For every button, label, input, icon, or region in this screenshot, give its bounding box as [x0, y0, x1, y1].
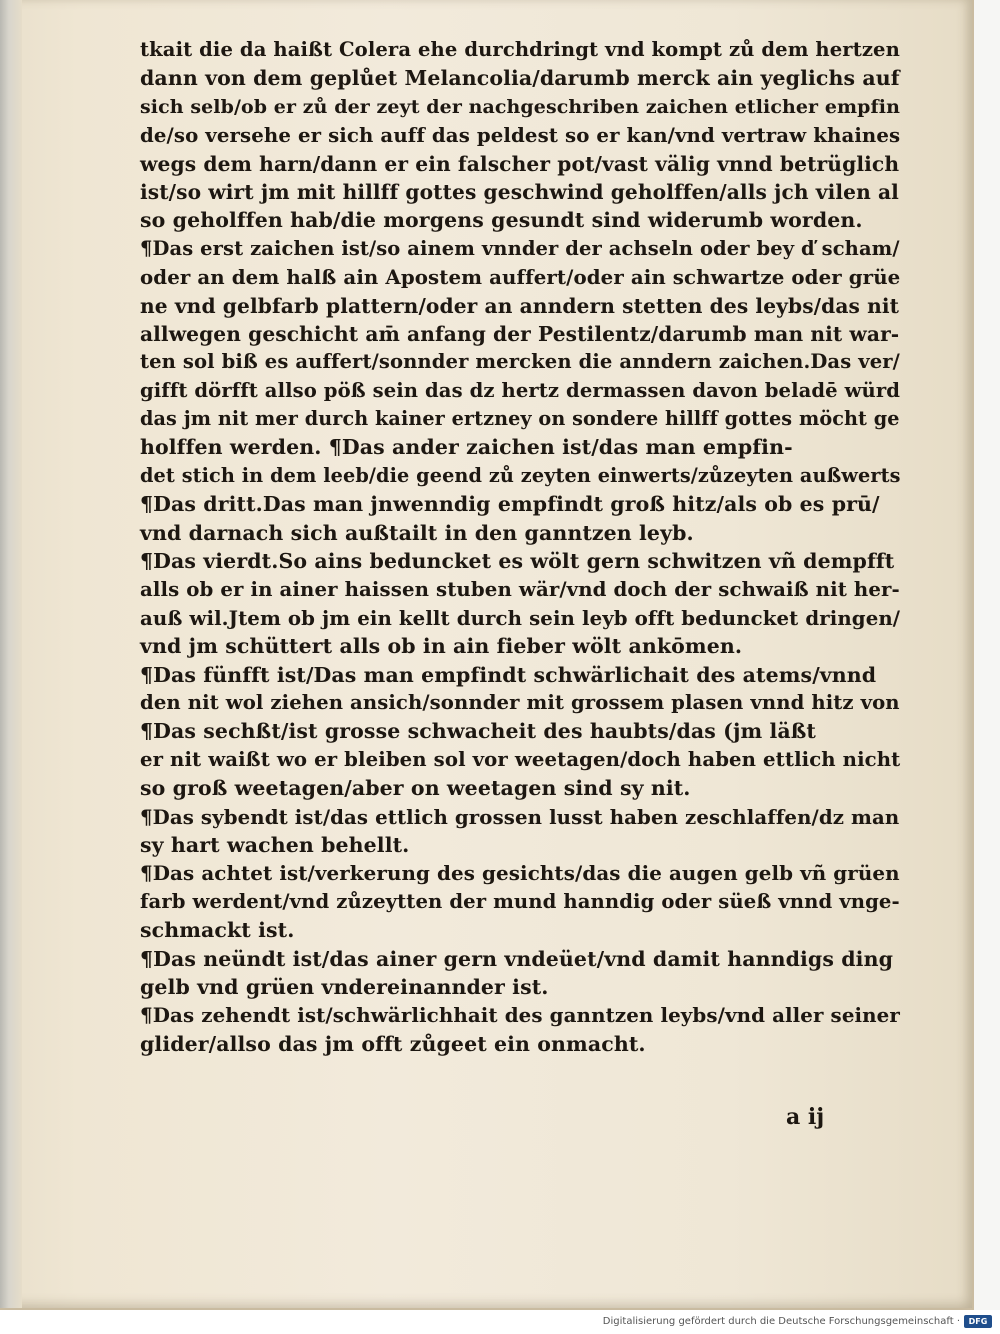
- text-line: det stich in dem leeb/die geend zů zeyten einwerts/zůzeyten außwerts: [140, 463, 901, 487]
- text-line: glider/allso das jm offt zůgeet ein onmacht.: [140, 1031, 646, 1056]
- text-line: auß wil.Jtem ob jm ein kellt durch sein leyb offt beduncket dringen/: [140, 605, 901, 630]
- text-line: oder an dem halß ain Apostem auffert/oder ain schwartze oder grüe: [140, 265, 901, 290]
- text-line: ist/so wirt jm mit hillff gottes geschwind geholffen/alls jch vilen al: [140, 179, 899, 204]
- text-line: wegs dem harn/dann er ein falscher pot/vast välig vnnd betrüglich: [140, 151, 900, 176]
- text-line: den nit wol ziehen ansich/sonnder mit grossem plasen vnnd hitz von: [140, 690, 900, 714]
- text-line: holffen werden. ¶Das ander zaichen ist/das man empfin-: [140, 435, 793, 460]
- text-line: das jm nit mer durch kainer ertzney on sondere hillff gottes möcht ge: [140, 407, 900, 431]
- text-line: ¶Das dritt.Das man jnwenndig empfindt groß hitz/als ob es prū/: [140, 492, 880, 517]
- text-line: vnd darnach sich außtailt in den ganntzen leyb.: [140, 520, 694, 545]
- page-binding-edge: [0, 0, 22, 1308]
- funding-credit: Digitalisierung gefördert durch die Deutsche Forschungsgemeinschaft ·: [602, 1316, 960, 1327]
- text-line: vnd jm schüttert alls ob in ain fieber wölt ankōmen.: [140, 634, 743, 659]
- signature-mark: a ij: [786, 1104, 825, 1130]
- page-text-block: [140, 36, 900, 1058]
- text-line: ten sol biß es auffert/sonnder mercken die anndern zaichen.Das ver/: [140, 350, 900, 374]
- text-line: er nit waißt wo er bleiben sol vor weetagen/doch haben ettlich nicht: [140, 747, 901, 771]
- text-line: alls ob er in ainer haissen stuben wär/vnd doch der schwaiß nit her-: [140, 577, 900, 602]
- text-line: dann von dem geplůet Melancolia/darumb merck ain yeglichs auf: [140, 66, 900, 91]
- text-line: ¶Das neündt ist/das ainer gern vndeüet/vnd damit hanndigs ding: [140, 946, 894, 971]
- text-line: sy hart wachen behellt.: [140, 832, 410, 857]
- text-line: ¶Das vierdt.So ains beduncket es wölt gern schwitzen vñ dempfft: [140, 549, 895, 574]
- text-line: ¶Das zehendt ist/schwärlichhait des ganntzen leybs/vnd aller seiner: [140, 1003, 900, 1028]
- footer-bar: [0, 1310, 1000, 1334]
- text-line: ¶Das fünfft ist/Das man empfindt schwärlichait des atems/vnnd: [140, 662, 877, 687]
- text-line: gelb vnd grüen vndereinannder ist.: [140, 974, 549, 999]
- text-line: sich selb/ob er zů der zeyt der nachgeschriben zaichen etlicher empfin: [140, 95, 900, 118]
- text-line: so groß weetagen/aber on weetagen sind sy nit.: [140, 776, 691, 801]
- text-line: ¶Das achtet ist/verkerung des gesichts/das die augen gelb vñ grüen: [140, 861, 900, 886]
- text-line: allwegen geschicht am̄ anfang der Pestilentz/darumb man nit war-: [140, 321, 900, 346]
- text-line: ¶Das erst zaichen ist/so ainem vnnder der achseln oder bey ď scham/: [140, 236, 900, 260]
- text-line: farb werdent/vnd zůzeytten der mund hanndig oder süeß vnnd vnge-: [140, 889, 900, 913]
- text-line: ne vnd gelbfarb plattern/oder an anndern stetten des leybs/das nit: [140, 293, 900, 318]
- text-line: ¶Das sybendt ist/das ettlich grossen lusst haben zeschlaffen/dz man: [140, 804, 900, 829]
- text-line: ¶Das sechßt/ist grosse schwacheit des haubts/das (jm läßt: [140, 719, 817, 744]
- text-line: gifft dörfft allso pöß sein das dz hertz dermassen davon beladē würd: [140, 378, 901, 402]
- text-line: tkait die da haißt Colera ehe durchdringt vnd kompt zů dem hertzen: [140, 38, 900, 61]
- text-line: de/so versehe er sich auff das peldest so er kan/vnd vertraw khaines: [140, 123, 901, 148]
- dfg-logo-icon: DFG: [964, 1315, 992, 1328]
- text-line: schmackt ist.: [140, 918, 295, 943]
- text-line: so geholffen hab/die morgens gesundt sind widerumb worden.: [140, 208, 863, 233]
